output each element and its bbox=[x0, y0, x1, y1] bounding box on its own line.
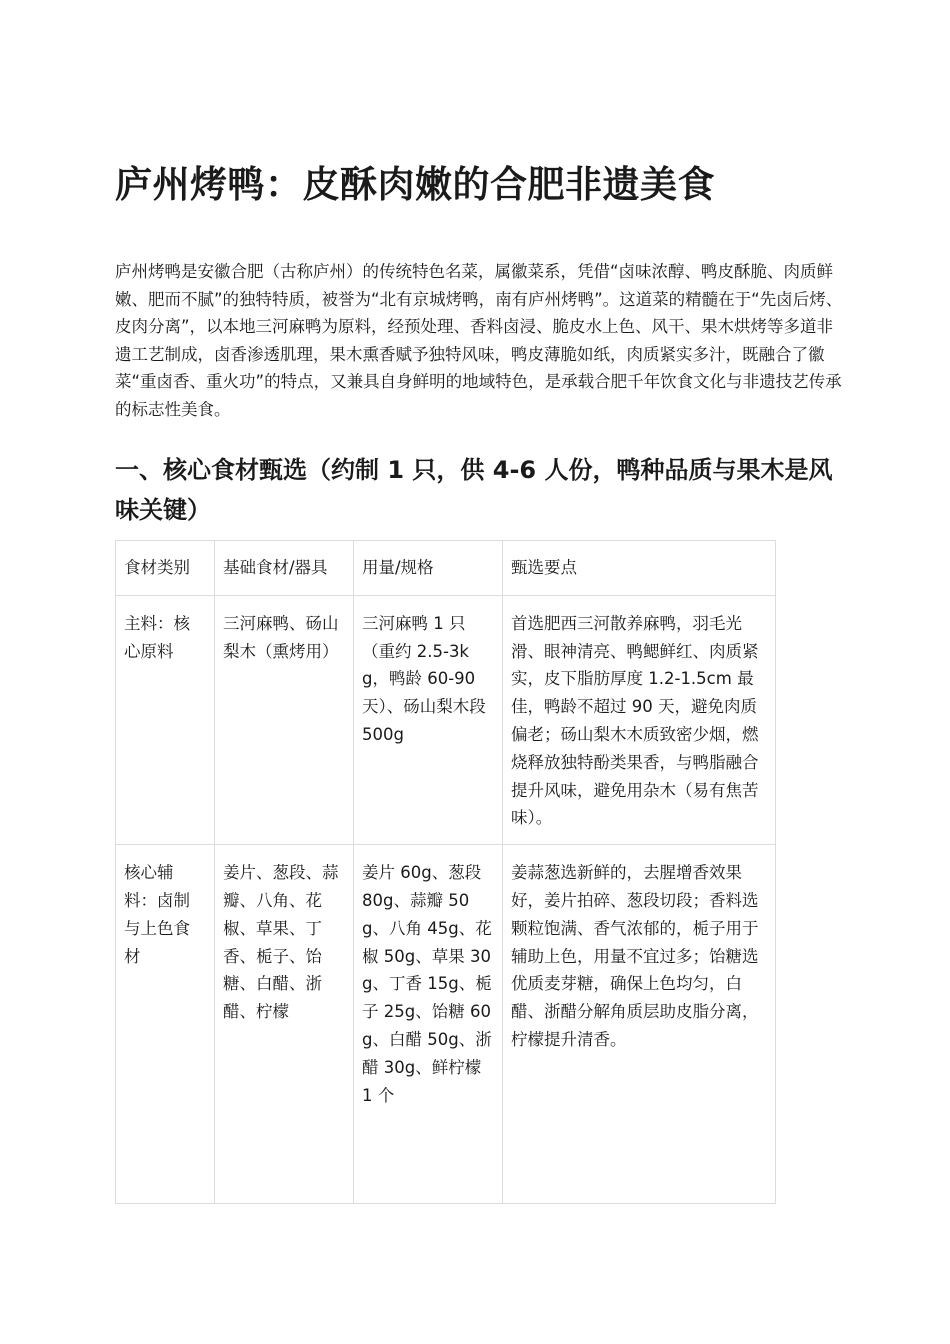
column-header-category: 食材类别 bbox=[116, 541, 215, 596]
column-header-amount: 用量/规格 bbox=[354, 541, 503, 596]
cell-amount: 姜片 60g、葱段 80g、蒜瓣 50g、八角 45g、花椒 50g、草果 30g、丁香 15g、栀子 25g、饴糖 60g、白醋 50g、浙醋 30g、鲜柠檬 1 个 bbox=[354, 845, 503, 1204]
page-title: 庐州烤鸭：皮酥肉嫩的合肥非遗美食 bbox=[115, 163, 715, 206]
intro-paragraph: 庐州烤鸭是安徽合肥（古称庐州）的传统特色名菜，属徽菜系，凭借“卤味浓醇、鸭皮酥脆、肉质鲜嫩、肥而不腻”的独特特质，被誉为“北有京城烤鸭，南有庐州烤鸭”。这道菜的精髓在于“先卤后烤、皮肉分离”，以本地三河麻鸭为原料，经预处理、香料卤浸、脆皮水上色、风干、果木烘烤等多道非遗工艺制成，卤香渗透肌理，果木熏香赋予独特风味，鸭皮薄脆如纸，肉质紧实多汁，既融合了徽菜“重卤香、重火功”的特点，又兼具自身鲜明的地域特色，是承载合肥千年饮食文化与非遗技艺传承的标志性美食。 bbox=[115, 262, 843, 419]
column-header-items: 基础食材/器具 bbox=[215, 541, 354, 596]
cell-items: 三河麻鸭、砀山梨木（熏烤用） bbox=[215, 595, 354, 844]
cell-items: 姜片、葱段、蒜瓣、八角、花椒、草果、丁香、栀子、饴糖、白醋、浙醋、柠檬 bbox=[215, 845, 354, 1204]
table-row bbox=[116, 845, 776, 1204]
ingredients-table bbox=[115, 540, 776, 1204]
table-row bbox=[116, 595, 776, 844]
cell-amount: 三河麻鸭 1 只（重约 2.5-3kg，鸭龄 60-90 天）、砀山梨木段 500g bbox=[354, 595, 503, 844]
cell-notes: 首选肥西三河散养麻鸭，羽毛光滑、眼神清亮、鸭鳃鲜红、肉质紧实，皮下脂肪厚度 1.2-1.5cm 最佳，鸭龄不超过 90 天，避免肉质偏老；砀山梨木木质致密少烟，燃烧释放独特酚类果香，与鸭脂融合提升风味，避免用杂木（易有焦苦味）。 bbox=[503, 595, 776, 844]
cell-category: 主料：核心原料 bbox=[116, 595, 215, 844]
cell-category: 核心辅料：卤制与上色食材 bbox=[116, 845, 215, 1204]
table-header-row bbox=[116, 541, 776, 596]
section-heading-ingredients: 一、核心食材甄选（约制 1 只，供 4-6 人份，鸭种品质与果木是风味关键） bbox=[115, 456, 833, 524]
cell-notes: 姜蒜葱选新鲜的，去腥增香效果好，姜片拍碎、葱段切段；香料选颗粒饱满、香气浓郁的，栀子用于辅助上色，用量不宜过多；饴糖选优质麦芽糖，确保上色均匀，白醋、浙醋分解角质层助皮脂分离，柠檬提升清香。 bbox=[503, 845, 776, 1204]
column-header-notes: 甄选要点 bbox=[503, 541, 776, 596]
